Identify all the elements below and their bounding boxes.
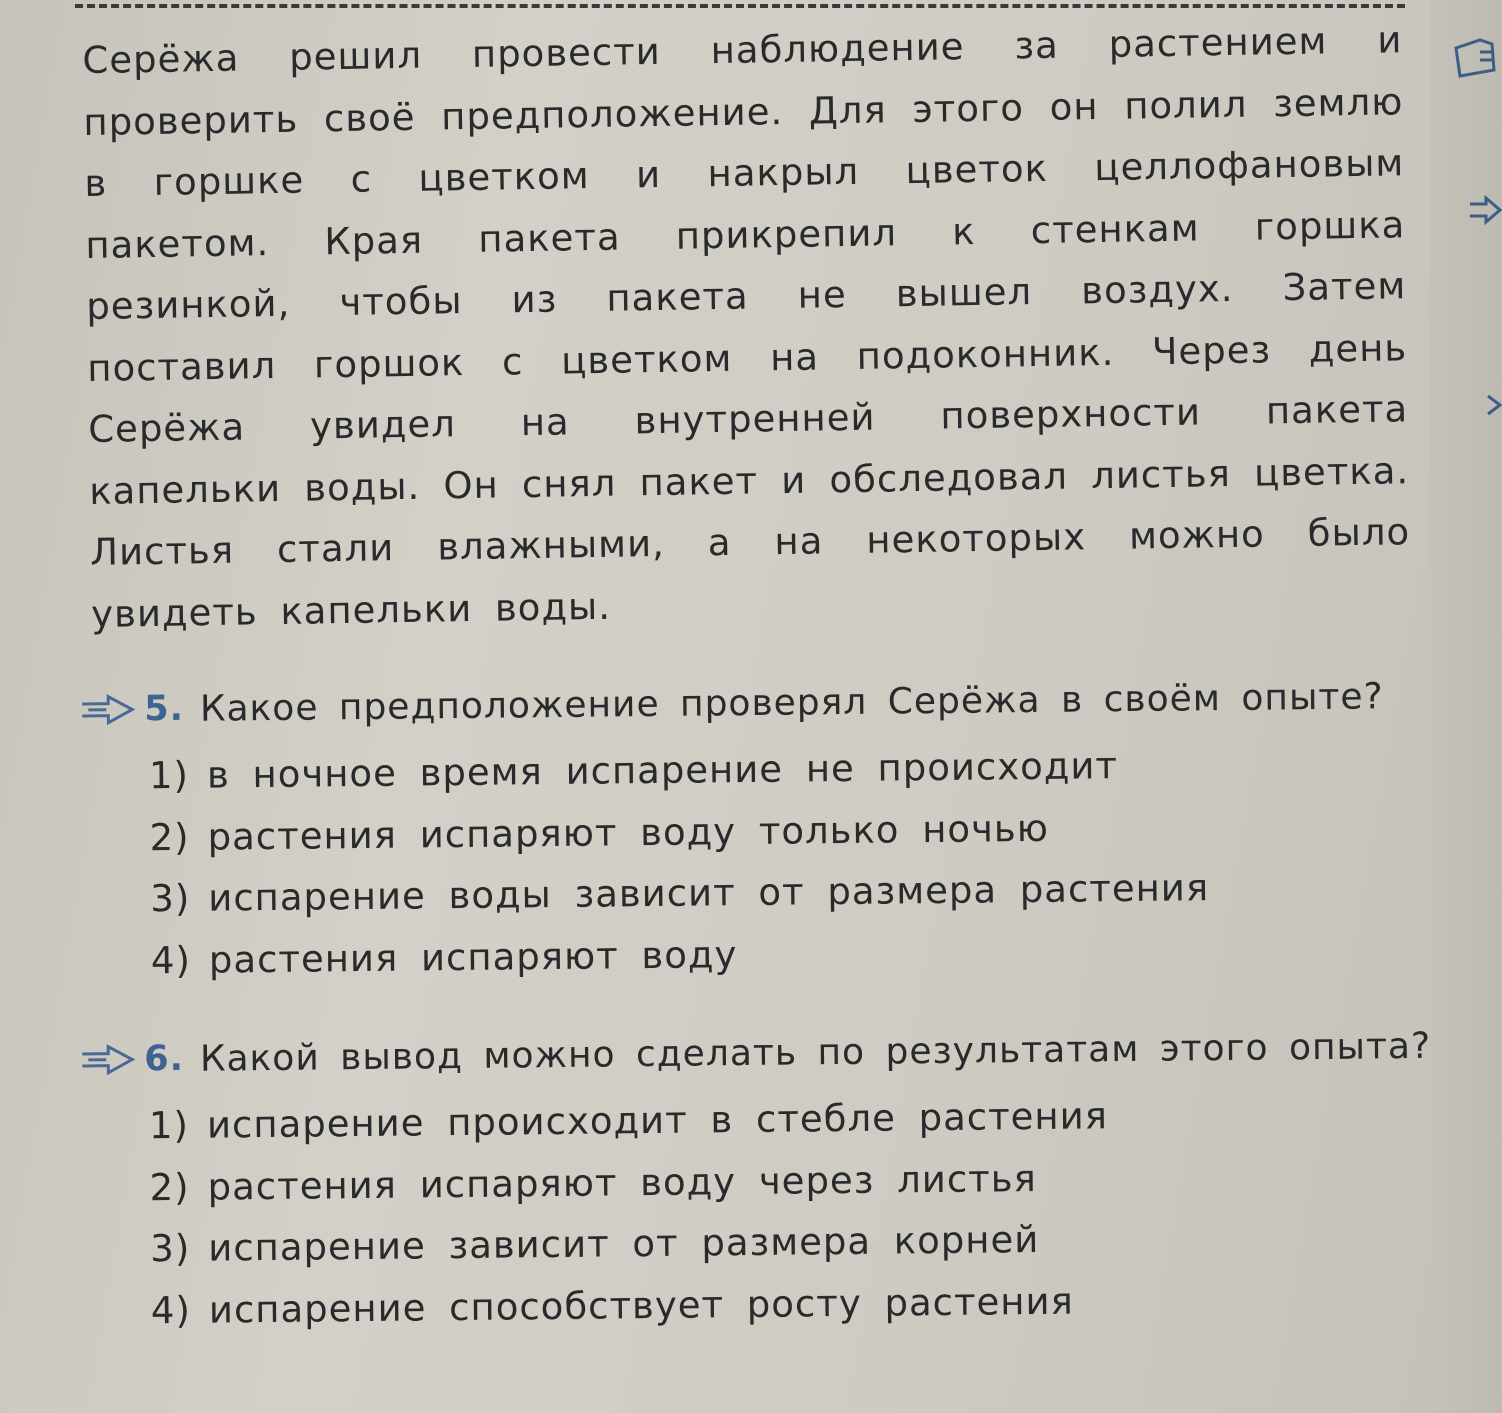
answer-options	[79, 732, 1442, 992]
question-5	[78, 668, 1441, 992]
option-number: 4)	[150, 1288, 192, 1333]
option-text: испарение зависит от размера корней	[208, 1218, 1040, 1270]
option-text: испарение воды зависит от размера растения	[208, 866, 1210, 920]
question-header	[78, 668, 1439, 738]
option-number: 2)	[149, 815, 190, 860]
question-6	[78, 1018, 1441, 1342]
option-number: 4)	[150, 938, 192, 983]
option-text: испарение происходит в стебле растения	[206, 1094, 1109, 1147]
answer-option[interactable]	[151, 916, 1442, 991]
question-header	[78, 1018, 1439, 1088]
arrow-right-icon	[1486, 392, 1502, 418]
option-number: 3)	[150, 1227, 191, 1271]
option-text: растения испаряют воду	[208, 932, 738, 982]
arrow-right-icon	[78, 1042, 136, 1077]
option-number: 1)	[148, 1104, 190, 1148]
arrow-right-icon	[78, 692, 136, 727]
question-text: Какой вывод можно сделать по результатам этого опыта?	[199, 1025, 1432, 1080]
option-text: в ночное время испарение не происходит	[206, 744, 1119, 797]
option-number: 1)	[148, 754, 190, 798]
option-number: 3)	[150, 877, 191, 921]
hand-pointer-icon	[1450, 30, 1498, 82]
reading-passage: Серёжа решил провести наблюдение за растением и проверить своё предположение. Для этого он полил землю в горшке с цветком и накрыл цветок целлофановым пакетом. Края пакета прикрепил к стенкам горшка резинкой, чтобы из пакета не вышел воздух. Затем поставил горшок с цветком на подоконник. Через день Серёжа увидел на внутренней поверхности пакета капельки воды. Он снял пакет и обследовал листья цветка. Листья стали влажными, а на некоторых можно было увидеть капельки воды.	[82, 18, 1411, 636]
option-text: растения испаряют воду только ночью	[207, 806, 1050, 859]
answer-options	[79, 1082, 1442, 1342]
question-number: 5.	[144, 688, 185, 730]
option-number: 2)	[149, 1165, 190, 1210]
option-text: растения испаряют воду через листья	[207, 1156, 1037, 1209]
question-text: Какое предположение проверял Серёжа в своём опыте?	[199, 675, 1384, 730]
option-text: испарение способствует росту растения	[208, 1279, 1075, 1332]
dashed-cut-line	[75, 4, 1405, 8]
answer-option[interactable]	[151, 1266, 1442, 1341]
arrow-right-icon	[1466, 192, 1502, 228]
question-number: 6.	[144, 1038, 185, 1080]
